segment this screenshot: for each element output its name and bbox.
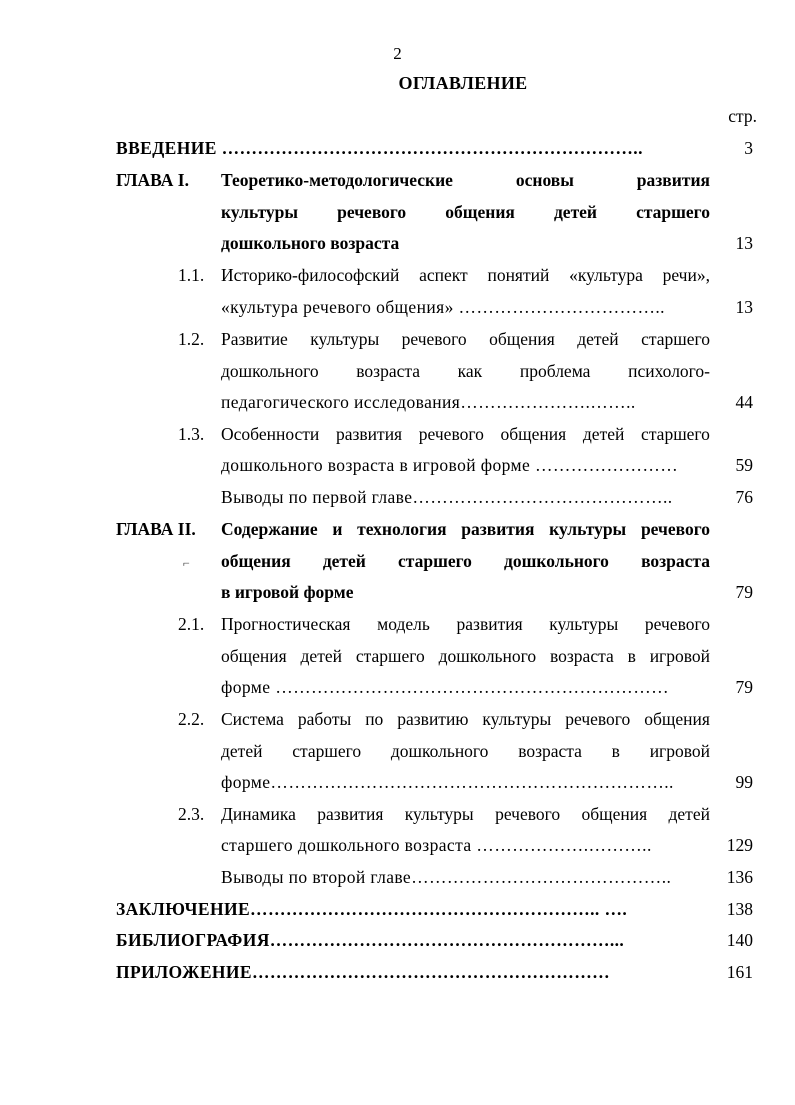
word: культуры <box>221 202 299 222</box>
section-1-2-number: 1.2. <box>178 329 205 349</box>
section-1-1-line-1 <box>221 265 710 286</box>
section-1-3-line-1 <box>221 424 710 445</box>
word: старшего <box>292 741 362 761</box>
word: речевого <box>418 424 484 444</box>
word: речевого <box>644 614 710 634</box>
chapter-2-title-line-2 <box>221 551 710 572</box>
word: общения <box>581 804 648 824</box>
toc-page-concl2: 136 <box>726 867 753 887</box>
word: речевого <box>640 519 710 539</box>
word: Динамика <box>221 804 296 824</box>
section-1-1-number: 1.1. <box>178 265 205 285</box>
section-1-1-line-2: «культура речевого общения» …………………………….. <box>221 297 665 317</box>
word: возраста <box>356 361 420 381</box>
word: общения <box>221 646 287 666</box>
section-2-1-number: 2.1. <box>178 614 205 634</box>
page-title: ОГЛАВЛЕНИЕ <box>398 73 528 93</box>
word: возраста <box>641 551 710 571</box>
word: детей <box>553 202 598 222</box>
word: и <box>332 519 343 539</box>
toc-entry-conclusion: ЗАКЛЮЧЕНИЕ………………………………………………….. …. <box>116 899 628 919</box>
chapter-1-title-line-1 <box>221 170 710 191</box>
word: технология <box>357 519 447 539</box>
section-1-2-line-3: педагогического исследования………………….…….. <box>221 392 636 412</box>
word: детей <box>577 329 619 349</box>
section-2-1-line-2 <box>221 646 710 667</box>
word: Содержание <box>221 519 318 539</box>
section-2-3-line-1 <box>221 804 710 825</box>
word: детей <box>668 804 710 824</box>
toc-page-bibliography: 140 <box>726 930 753 950</box>
word: детей <box>221 741 263 761</box>
word: в <box>611 741 620 761</box>
toc-page-concl1: 76 <box>735 487 753 507</box>
chapter-1-title-line-3: дошкольного возраста <box>221 233 400 253</box>
word: речевого <box>401 329 467 349</box>
chapter-2-title-line-1 <box>221 519 710 540</box>
toc-page-ch2: 79 <box>735 582 753 602</box>
word: развития <box>335 424 403 444</box>
word: Теоретико-методологические <box>221 170 453 190</box>
word: детей <box>582 424 625 444</box>
toc-entry-appendix: ПРИЛОЖЕНИЕ…………………………………………………… <box>116 962 611 982</box>
word: общения <box>489 329 555 349</box>
word: дошкольного <box>221 361 319 381</box>
word: Особенности <box>221 424 320 444</box>
word: Прогностическая <box>221 614 351 634</box>
toc-entry-conclusions-2: Выводы по второй главе…………………………………….. <box>221 867 672 887</box>
word: возраста <box>550 646 614 666</box>
section-2-2-number: 2.2. <box>178 709 205 729</box>
word: речевого <box>565 709 631 729</box>
section-2-2-line-2 <box>221 741 710 762</box>
toc-entry-conclusions-1: Выводы по первой главе…………………………………….. <box>221 487 673 507</box>
toc-page-appendix: 161 <box>726 962 753 982</box>
chapter-2-label: ГЛАВА II. <box>116 519 196 539</box>
word: игровой <box>649 741 710 761</box>
scan-mark: ⌐ <box>183 556 190 570</box>
word: работы <box>297 709 352 729</box>
section-1-2-line-1 <box>221 329 710 350</box>
word: старшего <box>641 329 710 349</box>
word: понятий <box>487 265 550 285</box>
word: Развитие <box>221 329 288 349</box>
word: культуры <box>549 519 627 539</box>
toc-entry-intro: ВВЕДЕНИЕ …………………………………………………………….. <box>116 138 643 158</box>
word: «культура <box>569 265 643 285</box>
word: детей <box>300 646 342 666</box>
word: общения <box>221 551 291 571</box>
chapter-1-title-line-2 <box>221 202 710 223</box>
word: развития <box>461 519 535 539</box>
word: модель <box>377 614 430 634</box>
section-2-2-line-1 <box>221 709 710 730</box>
chapter-1-label: ГЛАВА I. <box>116 170 189 190</box>
word: общения <box>500 424 567 444</box>
word: в <box>627 646 636 666</box>
section-1-3-number: 1.3. <box>178 424 205 444</box>
word: развития <box>317 804 384 824</box>
toc-page-ch1: 13 <box>735 233 753 253</box>
word: речи», <box>662 265 710 285</box>
section-2-2-line-3: форме………………………………………………………….. <box>221 772 674 792</box>
toc-page-s13: 59 <box>735 455 753 475</box>
section-2-3-line-2: старшего дошкольного возраста ……………….……….. <box>221 835 652 855</box>
word: аспект <box>419 265 468 285</box>
word: развития <box>636 170 710 190</box>
word: речевого <box>495 804 561 824</box>
section-2-1-line-3: форме ………………………………………………………… <box>221 677 669 697</box>
word: возраста <box>518 741 582 761</box>
toc-page-s11: 13 <box>735 297 753 317</box>
word: культуры <box>482 709 552 729</box>
word: культуры <box>549 614 619 634</box>
word: игровой <box>649 646 710 666</box>
toc-page-s12: 44 <box>735 392 753 412</box>
word: культуры <box>404 804 474 824</box>
section-1-2-line-2 <box>221 361 710 382</box>
chapter-2-title-line-3: в игровой форме <box>221 582 354 602</box>
word: психолого- <box>628 361 710 381</box>
word: старшего <box>355 646 425 666</box>
toc-page-s23: 129 <box>726 835 753 855</box>
toc-page-s22: 99 <box>735 772 753 792</box>
word: дошкольного <box>390 741 489 761</box>
word: дошкольного <box>438 646 537 666</box>
toc-entry-bibliography: БИБЛИОГРАФИЯ…………………………………………………... <box>116 930 625 950</box>
word: проблема <box>519 361 591 381</box>
word: развития <box>456 614 523 634</box>
word: культуры <box>310 329 380 349</box>
word: общения <box>445 202 515 222</box>
word: Система <box>221 709 284 729</box>
word: речевого <box>337 202 407 222</box>
word: как <box>457 361 483 381</box>
page-column-label: стр. <box>728 106 757 126</box>
word: основы <box>515 170 574 190</box>
word: старшего <box>636 202 710 222</box>
toc-page-conclusion: 138 <box>726 899 753 919</box>
page-number: 2 <box>393 44 402 63</box>
section-2-1-line-1 <box>221 614 710 635</box>
word: старшего <box>641 424 710 444</box>
word: Историко-философский <box>221 265 400 285</box>
word: развитию <box>397 709 469 729</box>
word: старшего <box>398 551 472 571</box>
toc-page-s21: 79 <box>735 677 753 697</box>
word: общения <box>644 709 710 729</box>
section-2-3-number: 2.3. <box>178 804 205 824</box>
word: по <box>365 709 384 729</box>
word: дошкольного <box>504 551 609 571</box>
section-1-3-line-2: дошкольного возраста в игровой форме …………………… <box>221 455 679 475</box>
word: детей <box>322 551 366 571</box>
toc-page-intro: 3 <box>744 138 753 158</box>
